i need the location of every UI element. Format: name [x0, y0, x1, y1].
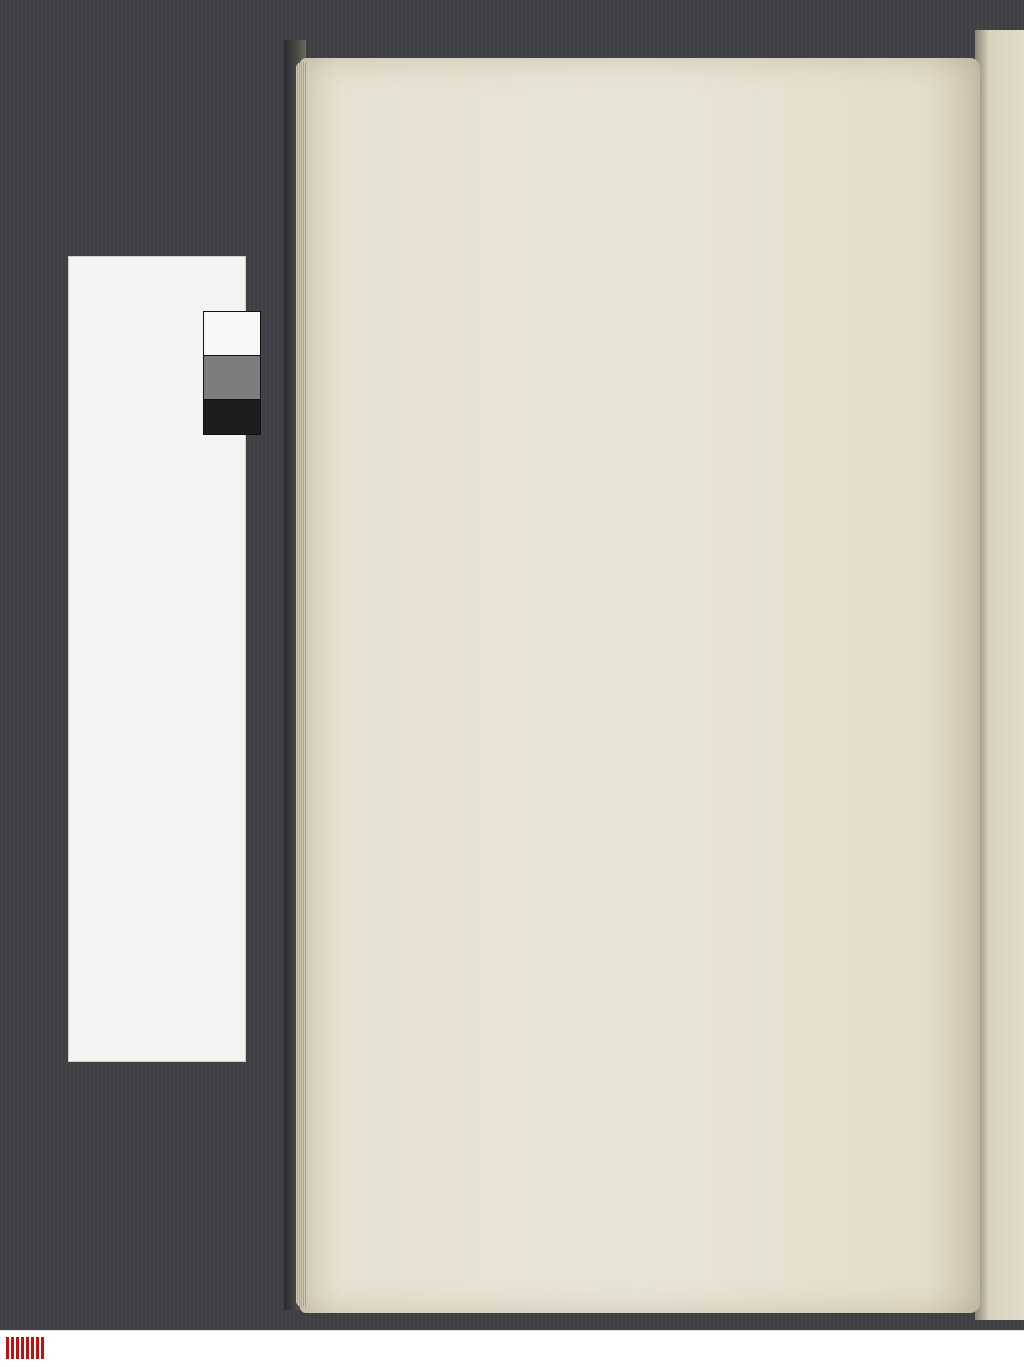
footer-bar — [0, 1330, 1024, 1367]
next-page-edge — [975, 30, 1024, 1320]
book-page — [300, 58, 980, 1313]
swatch-gray — [203, 355, 261, 401]
page-edges — [296, 62, 306, 1307]
hab-logo-icon — [6, 1337, 46, 1359]
gray-scale-label — [132, 638, 166, 938]
ruler — [195, 613, 255, 1303]
swatch-white — [203, 311, 261, 357]
gray-scale-card — [68, 256, 246, 1062]
swatch-black — [203, 399, 261, 435]
